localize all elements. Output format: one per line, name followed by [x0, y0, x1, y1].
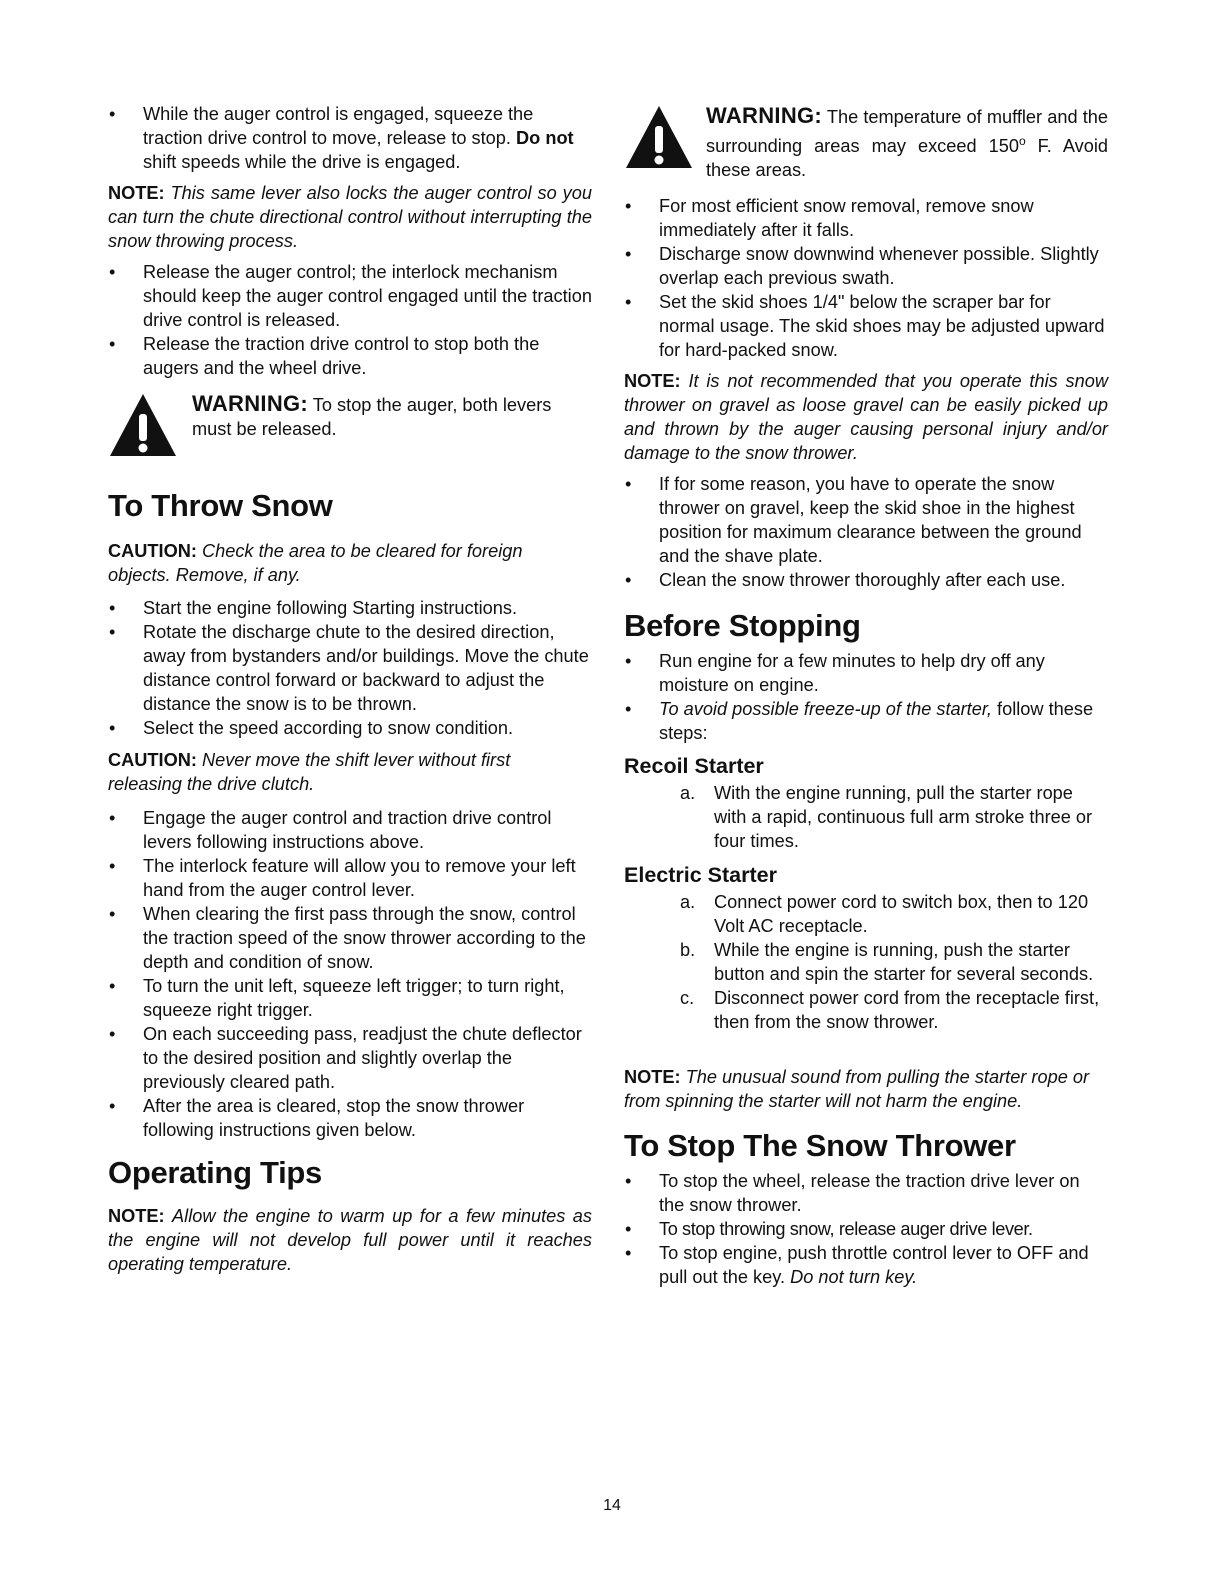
bullet-list-snow-removal [624, 194, 1108, 362]
bullet-list-release [108, 260, 592, 380]
list-item: • Release the traction drive control to stop both the augers and the wheel drive. [108, 332, 592, 380]
list-item: • Engage the auger control and traction drive control levers following instructions above. [108, 806, 592, 854]
list-item: • Select the speed according to snow condition. [108, 716, 592, 740]
degree-superscript: o [1018, 134, 1026, 148]
list-item: • Start the engine following Starting instructions. [108, 596, 592, 620]
bold-emphasis: Do not [516, 128, 574, 148]
list-item: • When clearing the first pass through the snow, control the traction speed of the snow thrower according to the depth and condition of snow. [108, 902, 592, 974]
warning-text: To stop the auger, both levers must be released. [192, 395, 552, 439]
list-item: • The interlock feature will allow you to remove your left hand from the auger control lever. [108, 854, 592, 902]
bullet-list-gravel [624, 472, 1108, 592]
list-item: • Set the skid shoes 1/4" below the scraper bar for normal usage. The skid shoes may be adjusted upward for hard-packed snow. [624, 290, 1108, 362]
warning-text: The temperature of muffler and the surrounding areas may exceed 150 [706, 107, 1108, 157]
list-item: • To stop engine, push throttle control lever to OFF and pull out the key. Do not turn key. [624, 1241, 1108, 1289]
list-item: • On each succeeding pass, readjust the chute deflector to the desired position and slightly overlap the previously cleared path. [108, 1022, 592, 1094]
list-item: b. While the engine is running, push the starter button and spin the starter for several seconds. [680, 940, 1094, 984]
warning-label: WARNING: [706, 103, 823, 128]
list-item: • While the auger control is engaged, squeeze the traction drive control to move, release to stop. Do not shift speeds while the drive is engaged. [108, 102, 592, 174]
note-warm-up: NOTE: Allow the engine to warm up for a few minutes as the engine will not develop full power until it reaches operating temperature. [108, 1206, 593, 1274]
bullet-list-throw-snow [108, 596, 592, 740]
heading-operating-tips: Operating Tips [108, 1155, 322, 1190]
list-item: • If for some reason, you have to operate the snow thrower on gravel, keep the skid shoe in the highest position for maximum clearance between the ground and the shave plate. [624, 472, 1108, 568]
list-item: c. Disconnect power cord from the receptacle first, then from the snow thrower. [680, 988, 1100, 1032]
list-item: • To stop the wheel, release the traction drive lever on the snow thrower. [624, 1169, 1108, 1217]
warning-auger [108, 392, 592, 462]
heading-recoil-starter: Recoil Starter [624, 754, 764, 778]
steps-electric-starter [624, 890, 1108, 1034]
warning-triangle-icon [624, 104, 694, 170]
list-item: • Rotate the discharge chute to the desired direction, away from bystanders and/or buildings. Move the chute distance control forward or backward to adjust the distance the snow is to be thrown. [108, 620, 592, 716]
warning-muffler: WARNING: The temperature of muffler and the surrounding areas may exceed 150$^o$ F. Avoid these areas. [624, 104, 1108, 184]
list-item: • Discharge snow downwind whenever possible. Slightly overlap each previous swath. [624, 242, 1108, 290]
page-number: 14 [603, 1497, 621, 1514]
heading-before-stopping: Before Stopping [624, 608, 861, 643]
heading-to-throw-snow: To Throw Snow [108, 488, 333, 523]
bullet-list-before-stopping [624, 649, 1108, 745]
steps-recoil-starter [624, 781, 1108, 853]
bullet-list-engage [108, 806, 592, 1142]
note-gravel: NOTE: It is not recommended that you operate this snow thrower on gravel as loose gravel can be easily picked up and thrown by the auger causing personal injury and/or damage to the snow thrower. [624, 371, 1108, 463]
list-item: • For most efficient snow removal, remove snow immediately after it falls. [624, 194, 1108, 242]
heading-electric-starter: Electric Starter [624, 863, 777, 887]
list-item: • To avoid possible freeze-up of the starter, follow these steps: [624, 697, 1108, 745]
bullet-list-auger [108, 102, 592, 174]
note-unusual-sound: NOTE: The unusual sound from pulling the starter rope or from spinning the starter will not harm the engine. [624, 1067, 1090, 1111]
caution-foreign-objects: CAUTION: Check the area to be cleared for foreign objects. Remove, if any. [108, 541, 523, 585]
note-lever: NOTE: This same lever also locks the auger control so you can turn the chute directional control without interrupting the snow throwing process. [108, 183, 592, 251]
list-item: • To turn the unit left, squeeze left trigger; to turn right, squeeze right trigger. [108, 974, 592, 1022]
list-item: • To stop throwing snow, release auger drive lever. [624, 1217, 1108, 1241]
list-item: • After the area is cleared, stop the snow thrower following instructions given below. [108, 1094, 592, 1142]
list-item: • Clean the snow thrower thoroughly after each use. [624, 568, 1108, 592]
bullet-list-stop [624, 1169, 1108, 1289]
list-item: • Run engine for a few minutes to help dry off any moisture on engine. [624, 649, 1108, 697]
list-item: • Release the auger control; the interlock mechanism should keep the auger control engaged until the traction drive control is released. [108, 260, 592, 332]
warning-label: WARNING: [192, 391, 309, 416]
caution-shift-lever: CAUTION: Never move the shift lever without first releasing the drive clutch. [108, 750, 511, 794]
list-item: a. Connect power cord to switch box, then to 120 Volt AC receptacle. [680, 892, 1089, 936]
list-item: a. With the engine running, pull the starter rope with a rapid, continuous full arm stroke three or four times. [680, 783, 1093, 851]
heading-to-stop-snow-thrower: To Stop The Snow Thrower [624, 1128, 1016, 1163]
warning-triangle-icon [108, 392, 178, 458]
